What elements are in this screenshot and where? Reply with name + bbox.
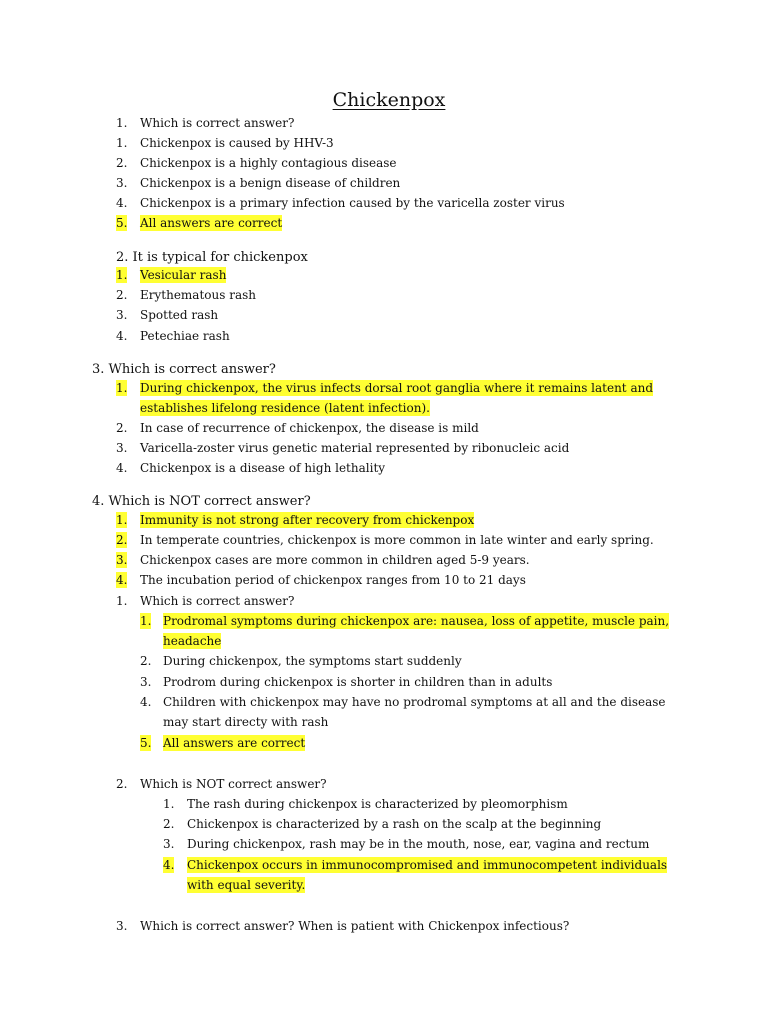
list-number: 5.	[140, 736, 152, 750]
list-number: 3.	[116, 308, 128, 322]
list-number: 5.	[116, 216, 128, 230]
list-number: 3.	[116, 919, 128, 933]
list-number: 3.	[140, 675, 152, 689]
option-text: Children with chickenpox may have no prodromal symptoms at all and the disease	[163, 695, 666, 709]
list-number: 4.	[116, 461, 128, 475]
list-number: 3.	[163, 837, 175, 851]
list-number: 4.	[116, 329, 128, 343]
option-text: Prodrom during chickenpox is shorter in children than in adults	[163, 675, 553, 689]
list-number: 2.	[140, 654, 152, 668]
answer-highlight: Immunity is not strong after recovery from chickenpox	[140, 513, 475, 527]
list-number: 1.	[116, 381, 128, 395]
list-number: 4.	[116, 196, 128, 210]
question-text: Which is correct answer?	[140, 594, 295, 608]
answer-highlight: All answers are correct	[140, 216, 283, 230]
answer-highlight: establishes lifelong residence (latent infection).	[140, 401, 430, 415]
option-text: The incubation period of chickenpox ranges from 10 to 21 days	[140, 573, 526, 587]
option-text: Chickenpox is characterized by a rash on the scalp at the beginning	[187, 817, 602, 831]
list-number: 3.	[116, 176, 128, 190]
question-text: Which is NOT correct answer?	[140, 777, 327, 791]
option-text: may start directy with rash	[163, 715, 329, 729]
list-number: 3.	[116, 441, 128, 455]
question-text: Which is correct answer? When is patient with Chickenpox infectious?	[140, 919, 570, 933]
document-title: Chickenpox	[332, 89, 446, 111]
list-number: 1.	[116, 136, 128, 150]
option-text: Spotted rash	[140, 308, 219, 322]
option-text: Chickenpox is a highly contagious disease	[140, 156, 397, 170]
list-number: 4.	[163, 858, 175, 872]
option-text: During chickenpox, rash may be in the mouth, nose, ear, vagina and rectum	[187, 837, 650, 851]
answer-highlight: Chickenpox occurs in immunocompromised and immunocompetent individuals	[187, 858, 668, 872]
list-number: 2.	[116, 777, 128, 791]
list-number: 1.	[163, 797, 175, 811]
option-text: Chickenpox cases are more common in children aged 5-9 years.	[140, 553, 530, 567]
list-number: 1.	[116, 268, 128, 282]
option-text: In temperate countries, chickenpox is more common in late winter and early spring.	[140, 533, 654, 547]
option-text: During chickenpox, the symptoms start suddenly	[163, 654, 462, 668]
list-number: 1.	[116, 513, 128, 527]
list-number: 3.	[116, 553, 128, 567]
option-text: Chickenpox is a disease of high lethality	[140, 461, 386, 475]
option-text: Varicella-zoster virus genetic material represented by ribonucleic acid	[140, 441, 570, 455]
option-text: Erythematous rash	[140, 288, 256, 302]
answer-highlight: with equal severity.	[187, 878, 306, 892]
answer-highlight: Prodromal symptoms during chickenpox are: nausea, loss of appetite, muscle pain,	[163, 614, 670, 628]
option-text: In case of recurrence of chickenpox, the disease is mild	[140, 421, 479, 435]
answer-highlight: headache	[163, 634, 222, 648]
option-text: The rash during chickenpox is characterized by pleomorphism	[187, 797, 568, 811]
question-4: 4. Which is NOT correct answer?	[92, 494, 311, 509]
list-number: 1.	[116, 116, 128, 130]
list-number: 2.	[116, 533, 128, 547]
option-text: Petechiae rash	[140, 329, 230, 343]
question-text: Which is correct answer?	[140, 116, 295, 130]
list-number: 1.	[116, 594, 128, 608]
answer-highlight: Vesicular rash	[140, 268, 227, 282]
list-number: 2.	[116, 288, 128, 302]
list-number: 4.	[140, 695, 152, 709]
question-3: 3. Which is correct answer?	[92, 362, 276, 377]
answer-highlight: All answers are correct	[163, 736, 306, 750]
list-number: 2.	[116, 421, 128, 435]
question-2: 2. It is typical for chickenpox	[116, 250, 308, 265]
list-number: 4.	[116, 573, 128, 587]
list-number: 2.	[116, 156, 128, 170]
list-number: 2.	[163, 817, 175, 831]
option-text: Chickenpox is caused by HHV-3	[140, 136, 334, 150]
option-text: Chickenpox is a primary infection caused by the varicella zoster virus	[140, 196, 565, 210]
answer-highlight: During chickenpox, the virus infects dorsal root ganglia where it remains latent and	[140, 381, 654, 395]
list-number: 1.	[140, 614, 152, 628]
option-text: Chickenpox is a benign disease of children	[140, 176, 401, 190]
